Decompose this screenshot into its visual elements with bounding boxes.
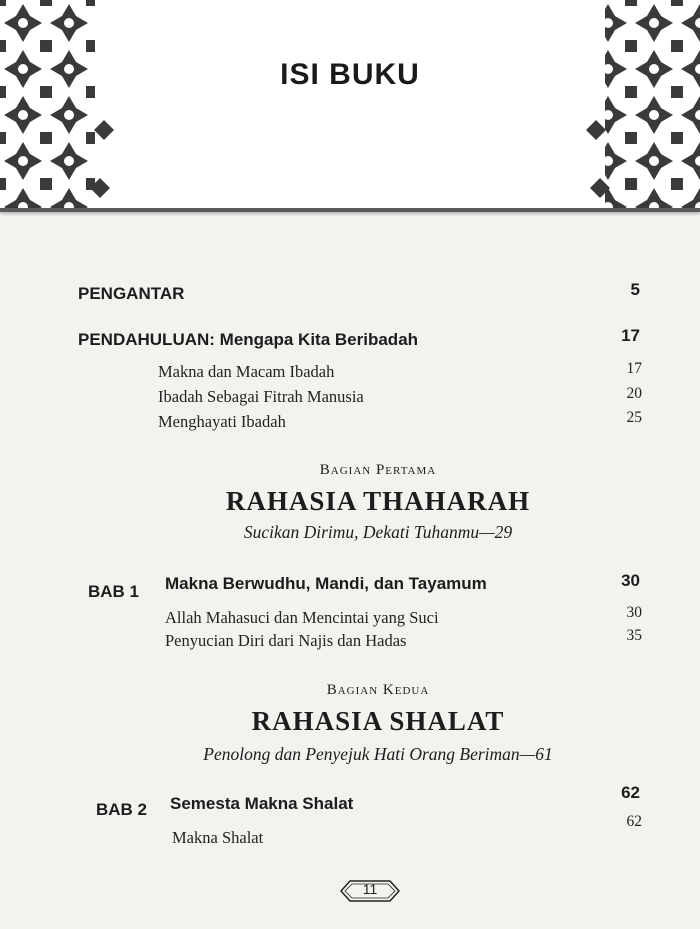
- geometric-ornament-right: [585, 0, 700, 208]
- toc-pengantar-page: 5: [630, 280, 640, 299]
- part-one-label: Bagian Pertama: [319, 462, 437, 478]
- part-two-title: RAHASIA SHALAT: [251, 706, 505, 736]
- toc-item-page: 30: [626, 604, 642, 621]
- part-two-subtitle: Penolong dan Penyejuk Hati Orang Beriman—61: [203, 744, 553, 764]
- toc-pendahuluan-label: PENDAHULUAN: Mengapa Kita Beribadah: [78, 330, 419, 349]
- page-number: 11: [362, 881, 378, 897]
- page-header: [0, 0, 700, 212]
- part-one-title: RAHASIA THAHARAH: [225, 486, 531, 516]
- bab-two-title: Semesta Makna Shalat: [170, 794, 354, 813]
- toc-item: Penyucian Diri dari Najis dan Hadas: [165, 631, 407, 650]
- toc-item: Allah Mahasuci dan Mencintai yang Suci: [165, 608, 439, 627]
- bab-one-page: 30: [621, 571, 640, 590]
- toc-item: Makna Shalat: [172, 828, 264, 847]
- toc-item: Menghayati Ibadah: [158, 412, 286, 431]
- bab-one-title: Makna Berwudhu, Mandi, dan Tayamum: [165, 574, 487, 593]
- part-two-label: Bagian Kedua: [326, 682, 430, 698]
- toc-item-page: 35: [626, 627, 642, 644]
- toc-pendahuluan-page: 17: [621, 326, 640, 345]
- toc-item: Makna dan Macam Ibadah: [158, 362, 335, 381]
- toc-item: Ibadah Sebagai Fitrah Manusia: [158, 387, 364, 406]
- bab-two-number: BAB 2: [96, 800, 148, 819]
- toc-item-page: 25: [626, 409, 642, 426]
- toc-pengantar-label: PENGANTAR: [78, 284, 185, 303]
- page-title: ISI BUKU: [280, 58, 420, 91]
- page-number-badge: [338, 878, 402, 904]
- toc-item-page: 17: [626, 360, 642, 377]
- geometric-ornament-left: [0, 0, 115, 208]
- toc-item-page: 20: [626, 385, 642, 402]
- bab-one-number: BAB 1: [88, 582, 140, 601]
- bab-two-page: 62: [621, 783, 640, 802]
- toc-item-page: 62: [626, 813, 642, 830]
- part-one-subtitle: Sucikan Dirimu, Dekati Tuhanmu—29: [243, 522, 513, 542]
